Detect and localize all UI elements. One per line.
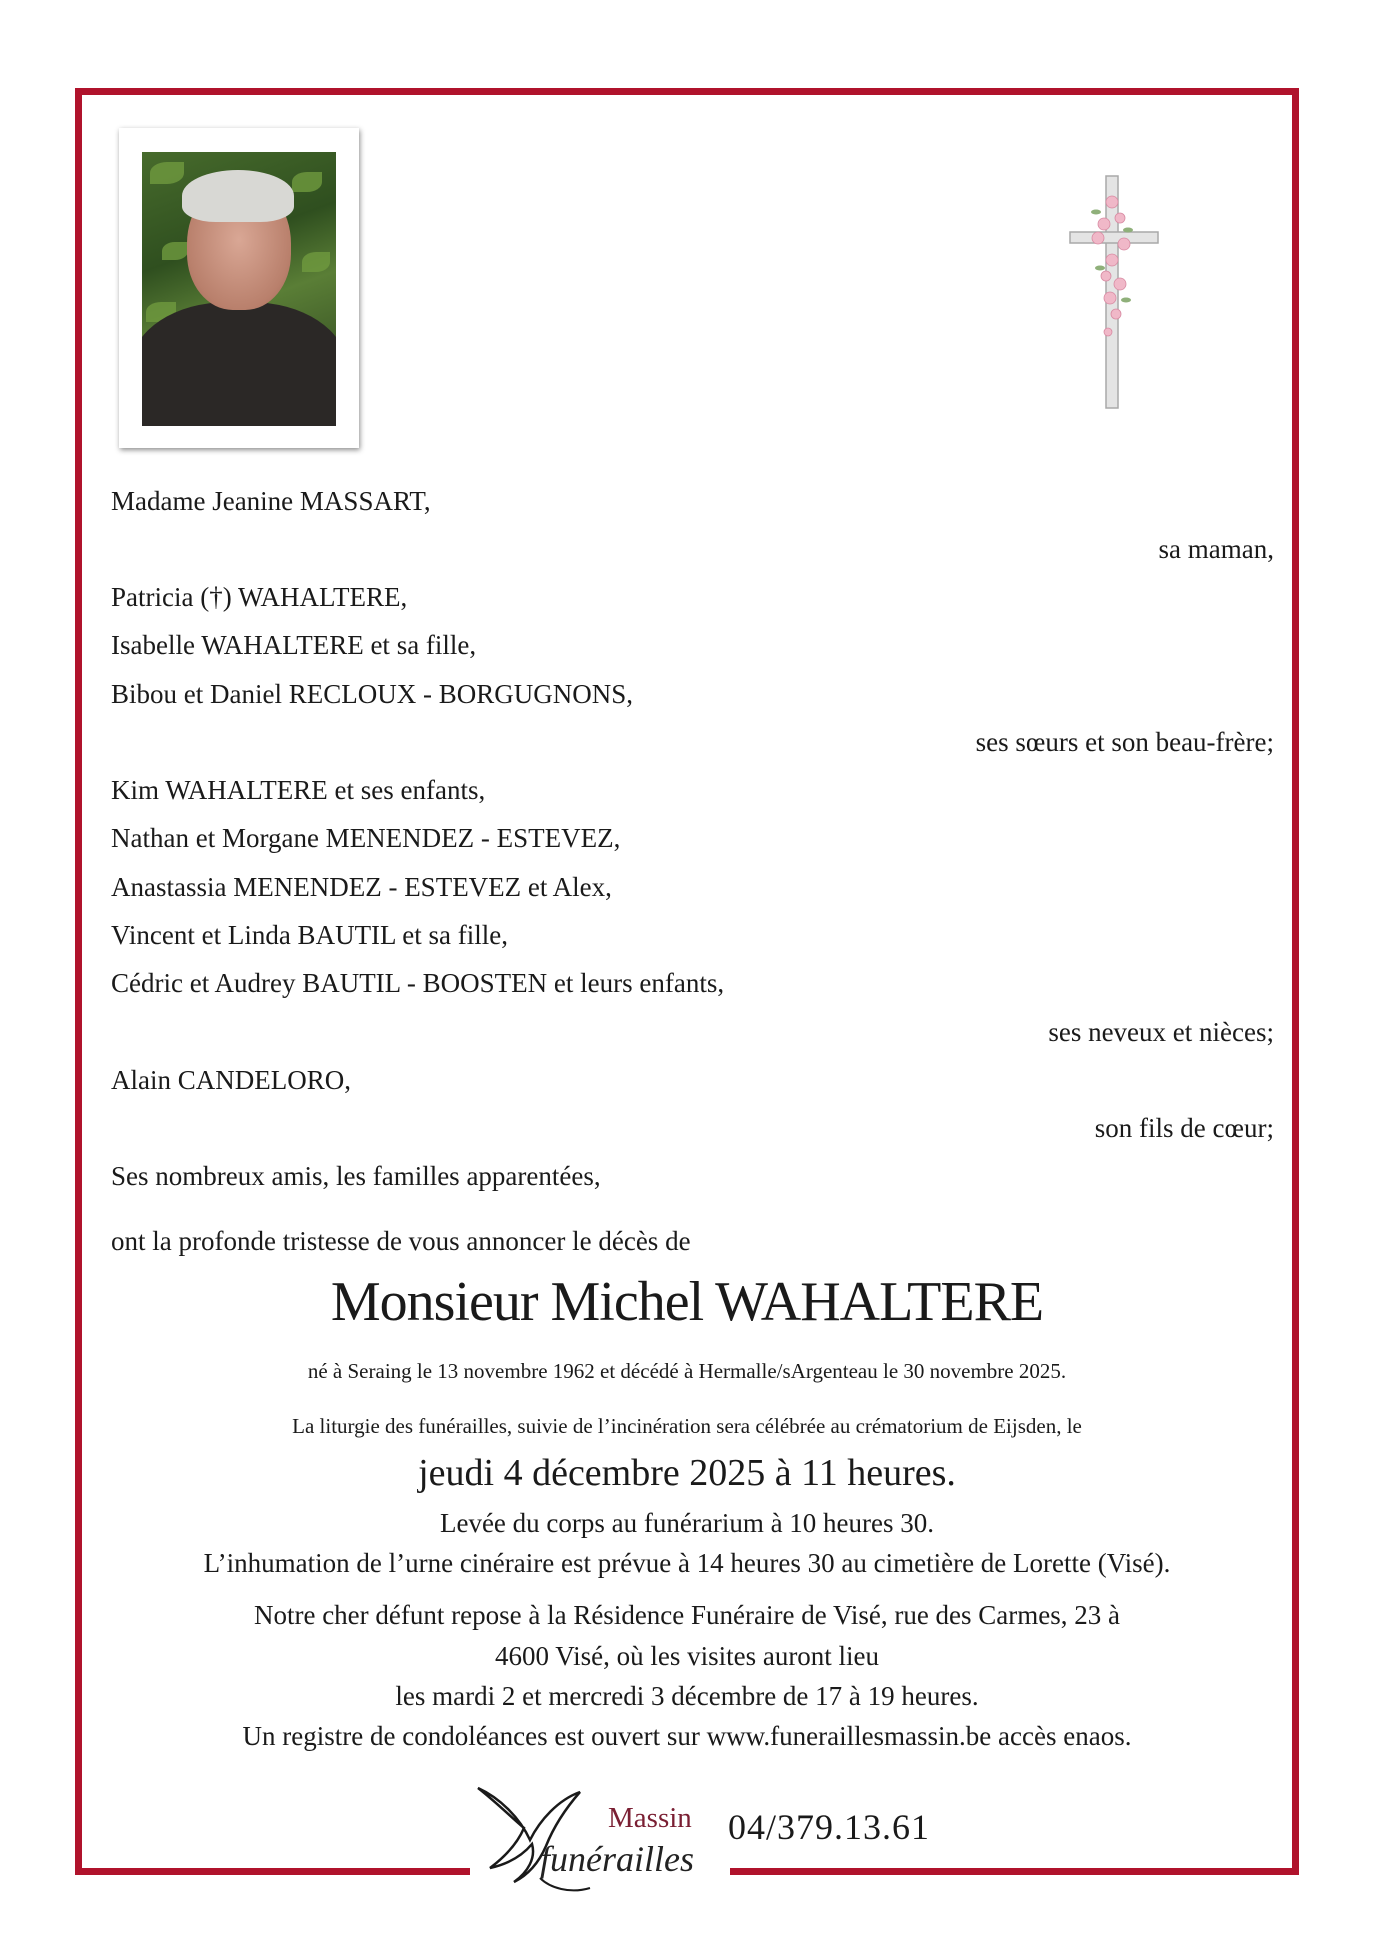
family-role-son: son fils de cœur; xyxy=(1094,1113,1274,1143)
family-line-nephew-5: Cédric et Audrey BAUTIL - BOOSTEN et leurs enfants, xyxy=(111,968,725,998)
birth-death-line: né à Seraing le 13 novembre 1962 et décédé à Hermalle/sArgenteau le 30 novembre 2025. xyxy=(307,1359,1067,1383)
inhumation-line: L’inhumation de l’urne cinéraire est prévue à 14 heures 30 au cimetière de Lorette (Visé). xyxy=(203,1548,1171,1578)
levee-line: Levée du corps au funérarium à 10 heures 30. xyxy=(439,1508,935,1538)
portrait-photo xyxy=(142,152,336,426)
family-line-sister-2: Isabelle WAHALTERE et sa fille, xyxy=(111,630,477,660)
family-role-siblings: ses sœurs et son beau-frère; xyxy=(975,727,1274,757)
ceremony-intro: La liturgie des funérailles, suivie de l’incinération sera célébrée au crématorium de Eijsden, le xyxy=(292,1414,1082,1438)
family-line-mother: Madame Jeanine MASSART, xyxy=(111,486,431,516)
deceased-name: Monsieur Michel WAHALTERE xyxy=(330,1271,1044,1333)
family-line-nephew-1: Kim WAHALTERE et ses enfants, xyxy=(111,775,486,805)
announcement-line: ont la profonde tristesse de vous annoncer le décès de xyxy=(111,1226,691,1256)
family-line-son: Alain CANDELORO, xyxy=(111,1065,351,1095)
ceremony-date: jeudi 4 décembre 2025 à 11 heures. xyxy=(418,1452,956,1494)
visits-line: les mardi 2 et mercredi 3 décembre de 17 à 19 heures. xyxy=(395,1681,979,1711)
family-role-nephews: ses neveux et nièces; xyxy=(1048,1017,1274,1047)
family-line-friends: Ses nombreux amis, les familles apparentées, xyxy=(111,1161,601,1191)
family-line-nephew-2: Nathan et Morgane MENENDEZ - ESTEVEZ, xyxy=(111,823,621,853)
family-role-mother: sa maman, xyxy=(1158,534,1274,564)
logo-massin-text: Massin xyxy=(608,1802,692,1834)
repose-line-2: 4600 Visé, où les visites auront lieu xyxy=(494,1641,880,1671)
phone-number[interactable]: 04/379.13.61 xyxy=(728,1807,931,1847)
logo-funerailles-text: funérailles xyxy=(540,1839,694,1879)
repose-line-1: Notre cher défunt repose à la Résidence Funéraire de Visé, rue des Carmes, 23 à xyxy=(253,1600,1121,1630)
family-line-sister-3: Bibou et Daniel RECLOUX - BORGUGNONS, xyxy=(111,679,633,709)
family-line-nephew-4: Vincent et Linda BAUTIL et sa fille, xyxy=(111,920,508,950)
family-line-sister-1: Patricia (†) WAHALTERE, xyxy=(111,582,408,612)
flowered-cross-icon xyxy=(1068,172,1160,412)
portrait-card xyxy=(119,128,359,448)
family-line-nephew-3: Anastassia MENENDEZ - ESTEVEZ et Alex, xyxy=(111,872,612,902)
registry-line: Un registre de condoléances est ouvert sur www.funeraillesmassin.be accès enaos. xyxy=(242,1721,1132,1751)
